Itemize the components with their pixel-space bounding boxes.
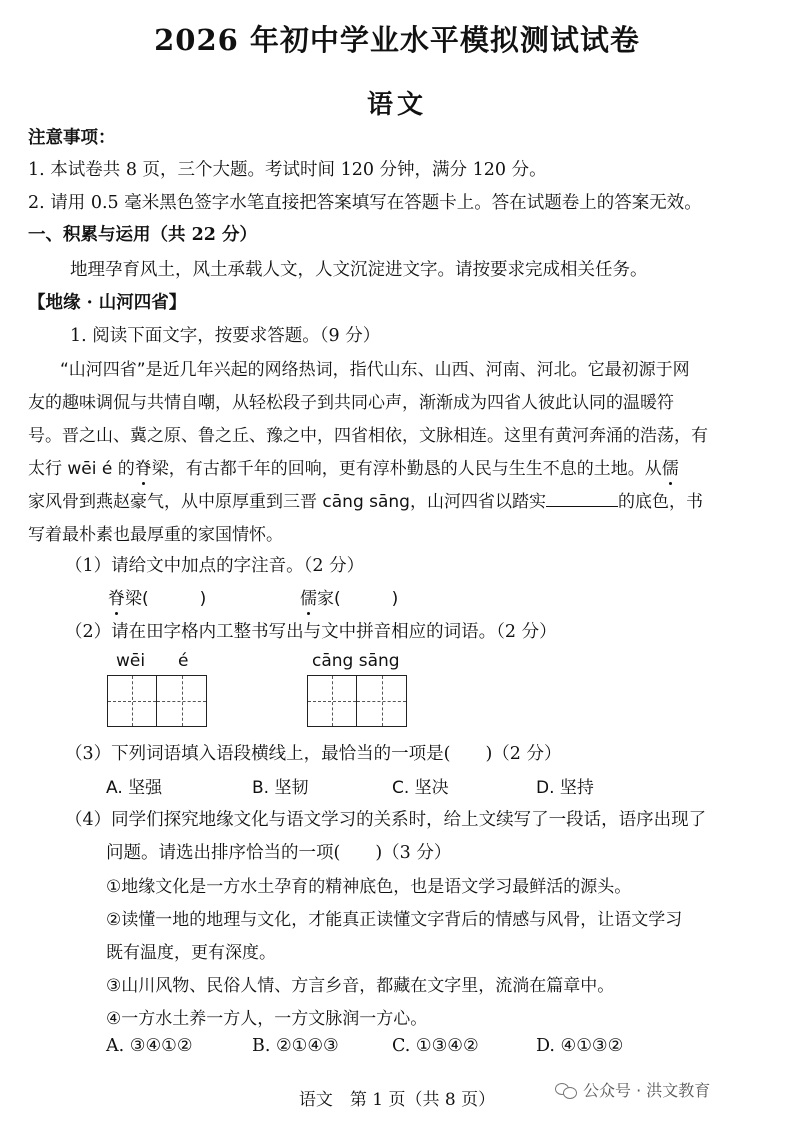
pinyin-wei: wēi <box>116 651 146 671</box>
page-footer: 语文 第 1 页（共 8 页） <box>298 1090 496 1110</box>
option-a[interactable]: A. 坚强 <box>106 778 163 798</box>
section-intro: 地理孕育风土，风土承载人文，人文沉淀进文字。请按要求完成相关任务。 <box>70 260 648 280</box>
passage-line-2: 友的趣味调侃与共情自嘲，从轻松段子到共同心声，渐渐成为四省人彼此认同的温暖符 <box>28 393 674 413</box>
question-1-2-stem: （2）请在田字格内工整书写出与文中拼音相应的词语。（2 分） <box>65 622 557 642</box>
grid-cell[interactable] <box>357 676 406 726</box>
passage-line-3: 号。晋之山、冀之原、鲁之丘、豫之中，四省相依，文脉相连。这里有黄河奔涌的浩荡，有 <box>28 426 708 446</box>
sentence-1: ①地缘文化是一方水土孕育的精神底色，也是语文学习最鲜活的源头。 <box>106 877 632 897</box>
subject-title: 语文 <box>366 90 427 120</box>
exam-title: 2026 年初中学业水平模拟测试试卷 <box>154 23 640 57</box>
question-1-3-stem: （3）下列词语填入语段横线上，最恰当的一项是( )（2 分） <box>65 744 562 764</box>
question-1-stem: 1. 阅读下面文字，按要求答题。（9 分） <box>70 326 381 346</box>
pinyin-e: é <box>178 651 189 671</box>
option-c[interactable]: C. 坚决 <box>392 778 449 798</box>
section-heading: 一、积累与运用（共 22 分） <box>28 225 258 245</box>
notice-item-2: 2. 请用 0.5 毫米黑色签字水笔直接把答案填写在答题卡上。答在试题卷上的答案无效。 <box>28 193 702 213</box>
passage-line-5: 家风骨到燕赵豪气，从中原厚重到三晋 cāng sāng，山河四省以踏实 的底色，书 <box>28 492 703 512</box>
sentence-2-line-2: 既有温度，更有深度。 <box>106 943 276 963</box>
watermark-text: 公众号 · 洪文教育 <box>583 1081 711 1100</box>
passage-line-4: 太行 wēi é 的脊梁，有古都千年的回响，更有淳朴勤恳的人民与生生不息的土地。从儒 <box>28 459 679 479</box>
answer-ru-jia: 儒家( ) <box>300 589 399 609</box>
order-option-d[interactable]: D. ④①③② <box>536 1036 624 1056</box>
grid-cell[interactable] <box>308 676 357 726</box>
topic-heading: 【地缘 · 山河四省】 <box>28 293 187 313</box>
writing-grid-a[interactable] <box>107 675 207 727</box>
grid-cell[interactable] <box>108 676 157 726</box>
question-1-4-stem-2: 问题。请选出排序恰当的一项( )（3 分） <box>106 843 452 863</box>
order-option-a[interactable]: A. ③④①② <box>106 1036 193 1056</box>
passage-line-6: 写着最朴素也最厚重的家国情怀。 <box>28 525 283 545</box>
notice-item-1: 1. 本试卷共 8 页，三个大题。考试时间 120 分钟，满分 120 分。 <box>28 160 547 180</box>
dotted-char-ru: 儒 <box>661 459 679 479</box>
watermark <box>555 1078 710 1101</box>
pinyin-cang-sang: cāng sāng <box>312 651 400 671</box>
order-option-c[interactable]: C. ①③④② <box>392 1036 479 1056</box>
writing-grid-b[interactable] <box>307 675 407 727</box>
fill-blank[interactable] <box>546 492 618 507</box>
answer-ji-liang: 脊梁( ) <box>108 589 207 609</box>
order-option-b[interactable]: B. ②①④③ <box>252 1036 339 1056</box>
question-1-1-stem: （1）请给文中加点的字注音。（2 分） <box>65 556 365 576</box>
question-1-4-stem-1: （4）同学们探究地缘文化与语文学习的关系时，给上文续写了一段话，语序出现了 <box>65 810 707 830</box>
notice-heading: 注意事项： <box>28 128 116 148</box>
wechat-icon <box>555 1081 577 1099</box>
passage-line-1: “山河四省”是近几年兴起的网络热词，指代山东、山西、河南、河北。它最初源于网 <box>60 360 690 380</box>
sentence-3: ③山川风物、民俗人情、方言乡音，都藏在文字里，流淌在篇章中。 <box>106 976 615 996</box>
grid-cell[interactable] <box>157 676 206 726</box>
option-b[interactable]: B. 坚韧 <box>252 778 309 798</box>
dotted-char-ji: 脊 <box>134 459 152 479</box>
sentence-4: ④一方水土养一方人，一方文脉润一方心。 <box>106 1009 428 1029</box>
sentence-2-line-1: ②读懂一地的地理与文化，才能真正读懂文字背后的情感与风骨，让语文学习 <box>106 910 683 930</box>
option-d[interactable]: D. 坚持 <box>536 778 594 798</box>
